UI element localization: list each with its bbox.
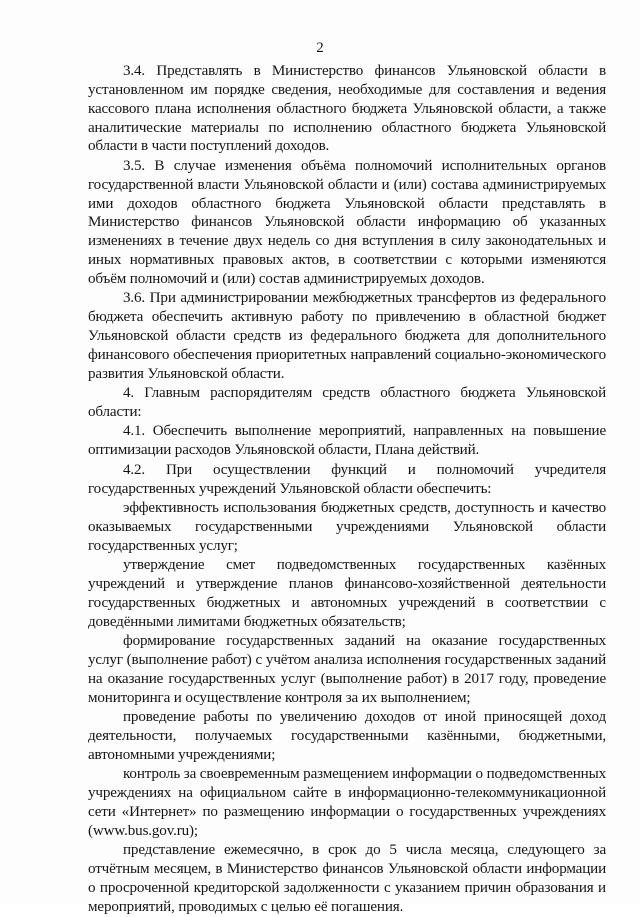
- paragraph-4-2: 4.2. При осуществлении функций и полномочий учредителя государственных учреждений Ульяновской области обеспечить:: [88, 461, 606, 497]
- document-body: [88, 62, 606, 917]
- list-item-estimates: утверждение смет подведомственных государственных казённых учреждений и утверждение планов финансово-хозяйственной деятельности государственных бюджетных и автономных учреждений в соответствии с доведёнными лимитами бюджетных обязательств;: [88, 557, 606, 630]
- paragraph-4-1: 4.1. Обеспечить выполнение мероприятий, направленных на повышение оптимизации расходов Ульяновской области, Плана действий.: [88, 423, 606, 459]
- list-item-monthly-report: представление ежемесячно, в срок до 5 числа месяца, следующего за отчётным месяцем, в Министерство финансов Ульяновской области информации о просроченной кредиторской задолженности с указанием причин образования и мероприятий, проводимых с целью её погашения.: [88, 842, 606, 915]
- paragraph-3-5: 3.5. В случае изменения объёма полномочий исполнительных органов государственной власти Ульяновской области и (или) состава администрируемых ими доходов областного бюджета Ульяновской области представлять в Министерство финансов Ульяновской области информацию об указанных изменениях в течение двух недель со дня вступления в силу законодательных и иных нормативных правовых актов, в соответствии с которыми изменяются объём полномочий и (или) состав администрируемых доходов.: [88, 157, 606, 287]
- list-item-income: проведение работы по увеличению доходов от иной приносящей доход деятельности, получаемых государственными казёнными, бюджетными, автономными учреждениями;: [88, 709, 606, 763]
- list-item-information-control: контроль за своевременным размещением информации о подведомственных учреждениях на официальном сайте в информационно-телекоммуникационной сети «Интернет» по размещению информации о государственных учреждениях (www.bus.gov.ru);: [88, 766, 606, 839]
- paragraph-3-4: 3.4. Представлять в Министерство финансов Ульяновской области в установленном им порядке сведения, необходимые для составления и ведения кассового плана исполнения областного бюджета Ульяновской области, а также аналитические материалы по исполнению областного бюджета Ульяновской области в части поступлений доходов.: [88, 63, 606, 155]
- page-number: 2: [316, 40, 324, 56]
- paragraph-4: 4. Главным распорядителям средств областного бюджета Ульяновской области:: [88, 385, 606, 420]
- list-item-efficiency: эффективность использования бюджетных средств, доступность и качество оказываемых государственными учреждениями Ульяновской области государственных услуг;: [88, 499, 606, 554]
- paragraph-3-6: 3.6. При администрировании межбюджетных трансфертов из федерального бюджета обеспечить активную работу по привлечению в областной бюджет Ульяновской области средств из федерального бюджета для дополнительного финансового обеспечения приоритетных направлений социально-экономического развития Ульяновской области.: [88, 290, 606, 382]
- list-item-state-tasks: формирование государственных заданий на оказание государственных услуг (выполнение работ) с учётом анализа исполнения государственных заданий на оказание государственных услуг (выполнение работ) в 2017 году, проведение мониторинга и осуществление контроля за их выполнением;: [88, 633, 606, 706]
